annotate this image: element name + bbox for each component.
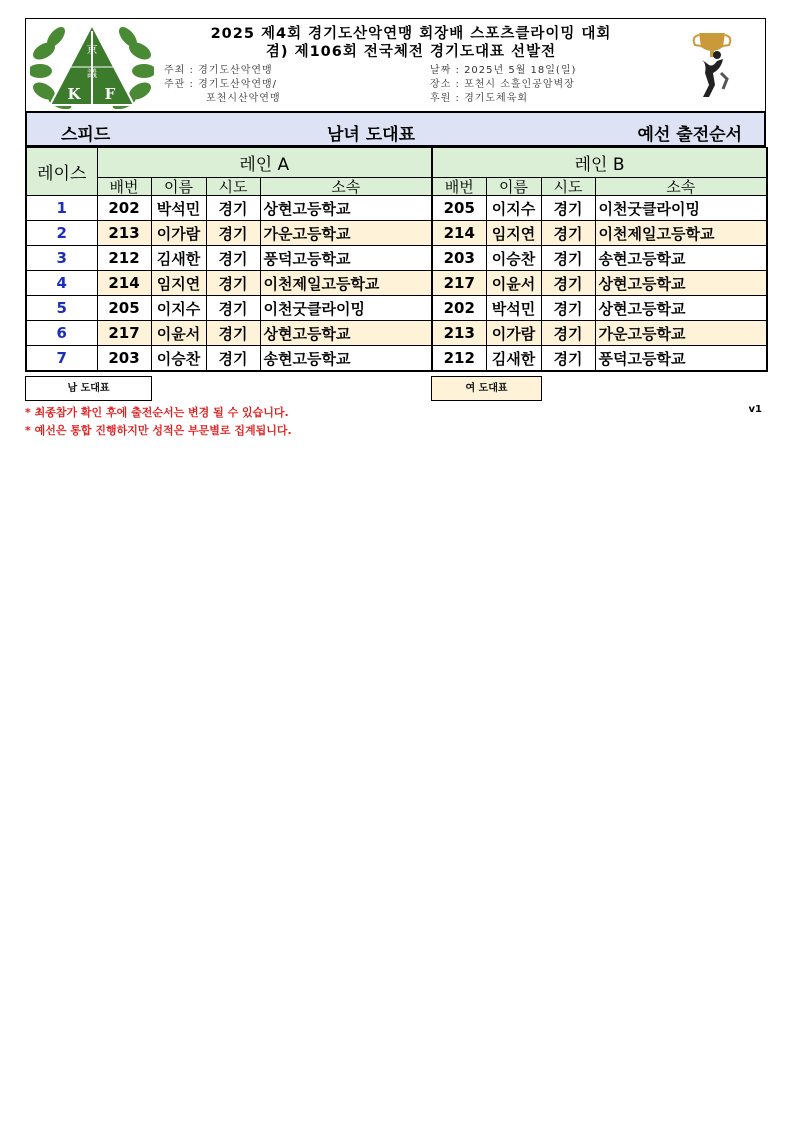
lane-b-province: 경기	[541, 346, 595, 372]
lane-a-name: 김새한	[151, 246, 206, 271]
lane-a-club: 송현고등학교	[260, 346, 432, 372]
note-scoring: * 예선은 통합 진행하지만 성적은 부문별로 집계됩니다.	[25, 424, 292, 437]
lane-b-club: 이천굿클라이밍	[595, 196, 767, 221]
organizer-info	[164, 64, 281, 106]
lane-a-province: 경기	[206, 321, 260, 346]
lane-a-province: 경기	[206, 221, 260, 246]
lane-b-bib-header: 배번	[432, 178, 486, 196]
version-label: v1	[748, 404, 762, 415]
note-order-change: * 최종참가 확인 후에 출전순서는 변경 될 수 있습니다.	[25, 406, 289, 419]
lane-b-bib: 205	[432, 196, 486, 221]
lane-a-club: 상현고등학교	[260, 321, 432, 346]
start-order-sheet	[25, 18, 766, 440]
lane-a-club: 가운고등학교	[260, 221, 432, 246]
logo-letter-left: K	[67, 85, 81, 103]
lane-b-name: 이승찬	[486, 246, 541, 271]
event-info	[430, 64, 576, 106]
lane-a-bib: 213	[97, 221, 151, 246]
date-label: 날짜 :	[430, 65, 460, 76]
table-row	[26, 221, 767, 246]
lane-b-province: 경기	[541, 246, 595, 271]
climber-trophy-icon	[687, 29, 737, 101]
lane-b-province-header: 시도	[541, 178, 595, 196]
lane-a-club: 상현고등학교	[260, 196, 432, 221]
lane-b-bib: 202	[432, 296, 486, 321]
lane-a-name-header: 이름	[151, 178, 206, 196]
male-team-button[interactable]: 남 도대표	[25, 376, 152, 401]
host-value: 경기도산악연맹	[198, 65, 273, 76]
lane-a-province: 경기	[206, 246, 260, 271]
lane-a-bib: 205	[97, 296, 151, 321]
lane-b-club: 상현고등학교	[595, 296, 767, 321]
lane-b-name: 이윤서	[486, 271, 541, 296]
lane-a-province-header: 시도	[206, 178, 260, 196]
lane-b-province: 경기	[541, 271, 595, 296]
lane-a-province: 경기	[206, 346, 260, 372]
host-label: 주최 :	[164, 65, 194, 76]
lane-b-bib: 214	[432, 221, 486, 246]
date-value: 2025년 5월 18일(일)	[464, 65, 577, 76]
organizer-label: 주관 :	[164, 79, 194, 90]
race-number: 3	[26, 246, 97, 271]
federation-logo	[30, 21, 154, 109]
venue-value: 포천시 소흘인공암벽장	[464, 79, 575, 90]
organizer-value-1: 경기도산악연맹/	[198, 79, 278, 90]
race-number: 4	[26, 271, 97, 296]
table-row	[26, 271, 767, 296]
organizer-value-2: 포천시산악연맹	[206, 93, 281, 104]
race-header: 레이스	[26, 148, 97, 196]
lane-a-club: 이천굿클라이밍	[260, 296, 432, 321]
logo-letter-right: F	[104, 85, 116, 103]
start-order-table	[25, 147, 768, 372]
lane-b-club: 풍덕고등학교	[595, 346, 767, 372]
logo-char-mid: 議	[87, 69, 97, 80]
discipline-label: 스피드	[61, 125, 111, 145]
race-number: 6	[26, 321, 97, 346]
document-header	[25, 18, 766, 111]
lane-b-bib: 212	[432, 346, 486, 372]
lane-a-bib: 214	[97, 271, 151, 296]
lane-b-name-header: 이름	[486, 178, 541, 196]
logo-char-top: 京	[86, 43, 98, 56]
race-number: 7	[26, 346, 97, 372]
lane-a-bib: 202	[97, 196, 151, 221]
lane-a-name: 이윤서	[151, 321, 206, 346]
table-row	[26, 296, 767, 321]
lane-b-name: 임지연	[486, 221, 541, 246]
sponsor-value: 경기도체육회	[464, 93, 529, 104]
venue-label: 장소 :	[430, 79, 460, 90]
lane-a-name: 이승찬	[151, 346, 206, 372]
lane-b-club: 이천제일고등학교	[595, 221, 767, 246]
lane-b-club-header: 소속	[595, 178, 767, 196]
lane-b-bib: 213	[432, 321, 486, 346]
event-subtitle: 겸) 제106회 전국체전 경기도대표 선발전	[265, 44, 557, 60]
category-label: 남녀 도대표	[327, 125, 416, 145]
lane-a-province: 경기	[206, 296, 260, 321]
lane-a-bib: 217	[97, 321, 151, 346]
lane-b-name: 이가람	[486, 321, 541, 346]
doc-type-label: 예선 출전순서	[637, 125, 742, 145]
race-number: 2	[26, 221, 97, 246]
lane-a-club: 풍덕고등학교	[260, 246, 432, 271]
lane-b-name: 박석민	[486, 296, 541, 321]
lane-a-club: 이천제일고등학교	[260, 271, 432, 296]
lane-a-name: 이가람	[151, 221, 206, 246]
lane-a-province: 경기	[206, 196, 260, 221]
table-row	[26, 246, 767, 271]
race-number: 5	[26, 296, 97, 321]
lane-b-club: 상현고등학교	[595, 271, 767, 296]
lane-b-province: 경기	[541, 296, 595, 321]
lane-b-province: 경기	[541, 321, 595, 346]
lane-b-club: 송현고등학교	[595, 246, 767, 271]
race-number: 1	[26, 196, 97, 221]
lane-b-name: 김새한	[486, 346, 541, 372]
lane-a-bib-header: 배번	[97, 178, 151, 196]
lane-b-bib: 217	[432, 271, 486, 296]
lane-b-province: 경기	[541, 196, 595, 221]
lane-a-club-header: 소속	[260, 178, 432, 196]
lane-a-province: 경기	[206, 271, 260, 296]
lane-a-header: 레인 A	[97, 148, 432, 178]
table-row	[26, 196, 767, 221]
lane-a-bib: 212	[97, 246, 151, 271]
lane-a-name: 이지수	[151, 296, 206, 321]
lane-b-bib: 203	[432, 246, 486, 271]
lane-b-club: 가운고등학교	[595, 321, 767, 346]
event-title: 2025 제4회 경기도산악연맹 회장배 스포츠클라이밍 대회	[210, 26, 612, 42]
lane-a-bib: 203	[97, 346, 151, 372]
lane-b-header: 레인 B	[432, 148, 767, 178]
table-row	[26, 346, 767, 372]
subheader-bar	[25, 111, 766, 147]
sponsor-label: 후원 :	[430, 93, 460, 104]
lane-a-name: 박석민	[151, 196, 206, 221]
footer-notes	[25, 404, 766, 440]
table-row	[26, 321, 767, 346]
lane-a-name: 임지연	[151, 271, 206, 296]
lane-b-province: 경기	[541, 221, 595, 246]
female-team-button[interactable]: 여 도대표	[431, 376, 542, 401]
lane-b-name: 이지수	[486, 196, 541, 221]
footer-buttons	[25, 376, 766, 406]
